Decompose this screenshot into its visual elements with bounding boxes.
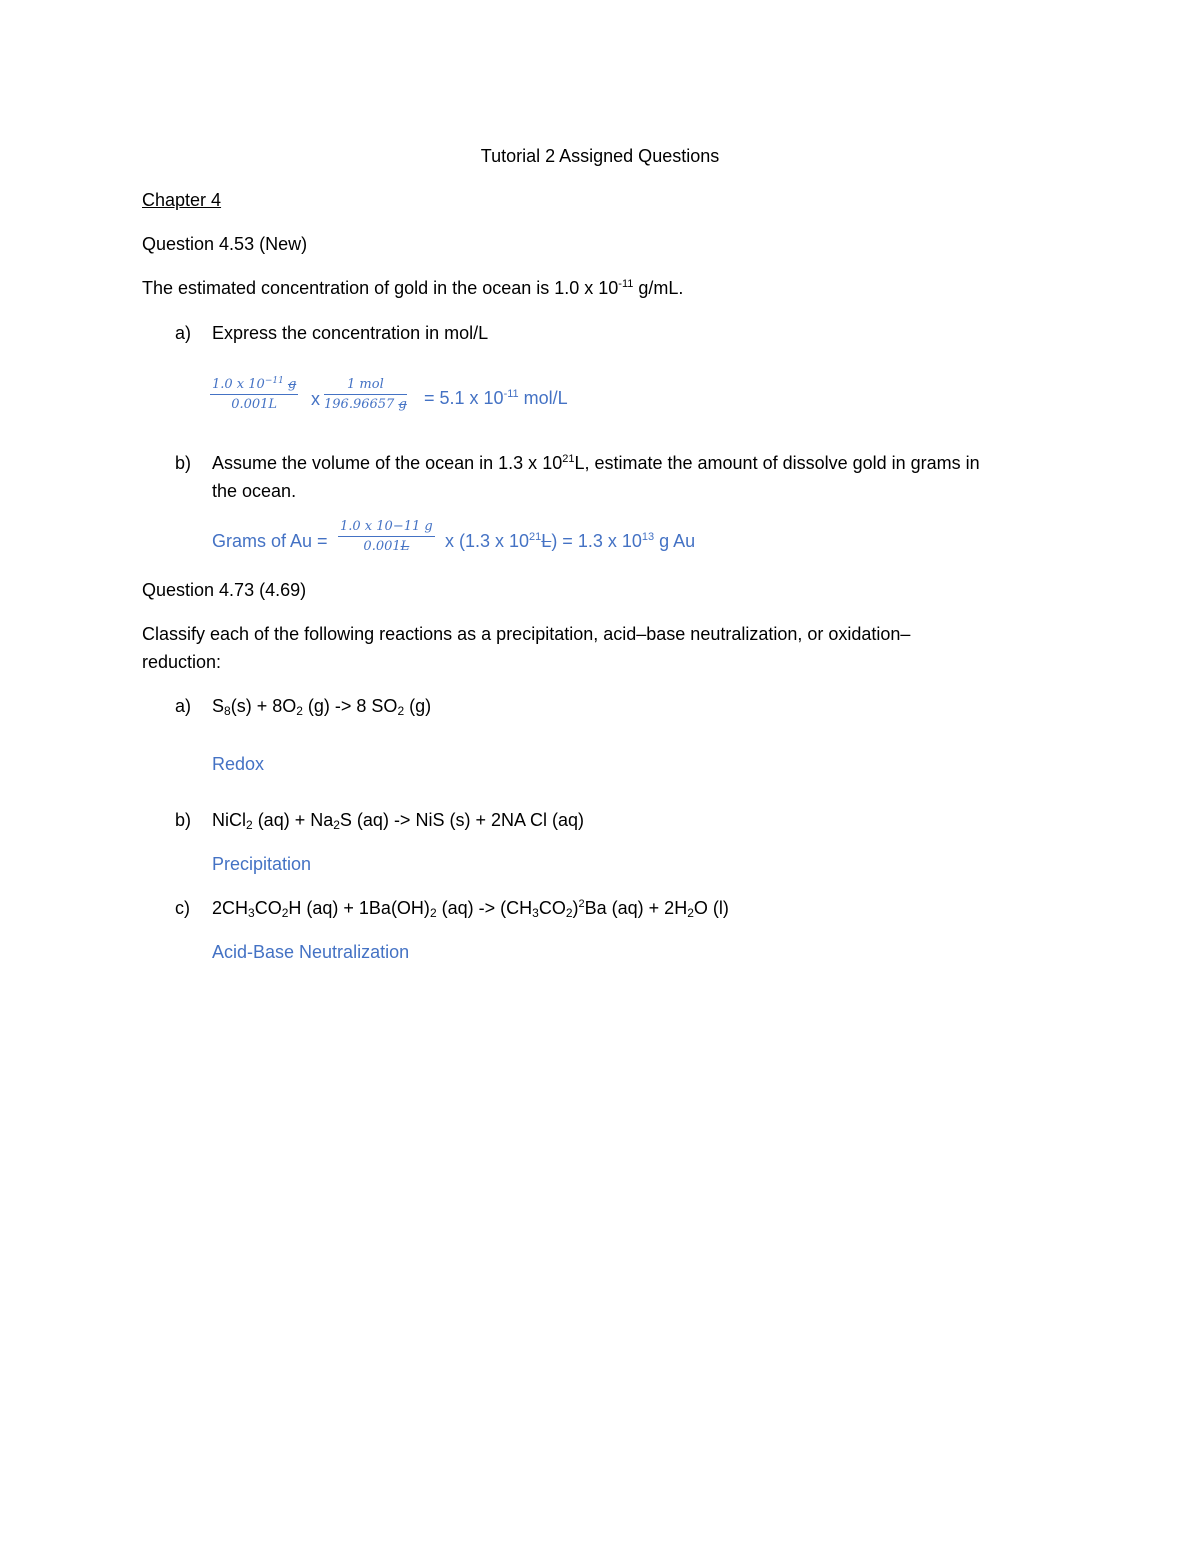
chapter-heading: Chapter 4 xyxy=(142,190,222,210)
fraction-numerator: 1 mol xyxy=(324,377,407,395)
part-a-label: a) xyxy=(175,323,192,343)
fraction-denominator: 0.001L xyxy=(231,397,278,412)
part-b-text: Assume the volume of the ocean in 1.3 x $10^{21}L$, estimate the amount of dissolve gold in grams in xyxy=(212,453,980,473)
part-a-text: Express the concentration in mol/L xyxy=(212,323,489,343)
reaction-c-answer: Acid-Base Neutralization xyxy=(212,942,410,962)
reaction-b-equation: NiCl$_2$ $(aq) + Na_2S$ (aq) -> NiS (s) + 2NA Cl (aq) xyxy=(212,810,584,832)
fraction-concentration xyxy=(210,377,298,413)
reaction-b-label: b) xyxy=(175,810,192,830)
reaction-b-answer: Precipitation xyxy=(212,854,312,874)
reaction-a-equation: $S_8(s) + 8O_2$ (g) -> 8 $SO_2$ (g) xyxy=(212,696,432,718)
fraction-denominator: 0.001L xyxy=(363,539,410,554)
times-sign: x xyxy=(311,389,320,409)
part-b-result: x (1.3 x $10^{21}L) = 1.3$ x $10^{13}$ g Au xyxy=(445,531,696,551)
part-b-label: b) xyxy=(175,453,192,473)
fraction-numerator: 1.0 x 10−11 g xyxy=(338,519,435,537)
intro-text: The estimated concentration of gold in the ocean is 1.0 x 10 xyxy=(142,278,619,298)
fraction-concentration xyxy=(338,519,435,555)
reaction-a-answer: Redox xyxy=(212,754,265,774)
question-4-73-intro-line2: reduction: xyxy=(142,652,222,672)
fraction-numerator: 1.0 x $10^{-11}$ g xyxy=(210,377,298,395)
fraction-molar-mass xyxy=(324,377,407,413)
reaction-a-label: a) xyxy=(175,696,192,716)
grams-of-au-label: Grams of Au = xyxy=(212,531,328,551)
reaction-c-equation: $2CH_3CO_2H$ $(aq) + 1Ba(OH)_2$ $(aq) -> (CH_3CO_2)^2Ba$ $(aq) + 2H_2O$ (l) xyxy=(212,898,729,920)
question-4-73-heading: Question 4.73 (4.69) xyxy=(142,580,307,600)
page-title: Tutorial 2 Assigned Questions xyxy=(480,146,720,166)
question-4-53-heading: Question 4.53 (New) xyxy=(142,234,308,254)
question-4-73-intro-line1: Classify each of the following reactions as a precipitation, acid–base neutralization, or oxidation– xyxy=(142,624,911,644)
intro-unit: g/mL. xyxy=(633,278,684,298)
part-a-result: = 5.1 x $10^{-11}$ mol/L xyxy=(424,388,568,408)
part-b-text-line2: the ocean. xyxy=(212,481,297,501)
intro-exponent: -11 xyxy=(618,278,634,290)
fraction-denominator: 196.96657 g xyxy=(324,397,407,412)
question-4-53-intro xyxy=(142,277,683,299)
reaction-c-label: c) xyxy=(175,898,190,918)
